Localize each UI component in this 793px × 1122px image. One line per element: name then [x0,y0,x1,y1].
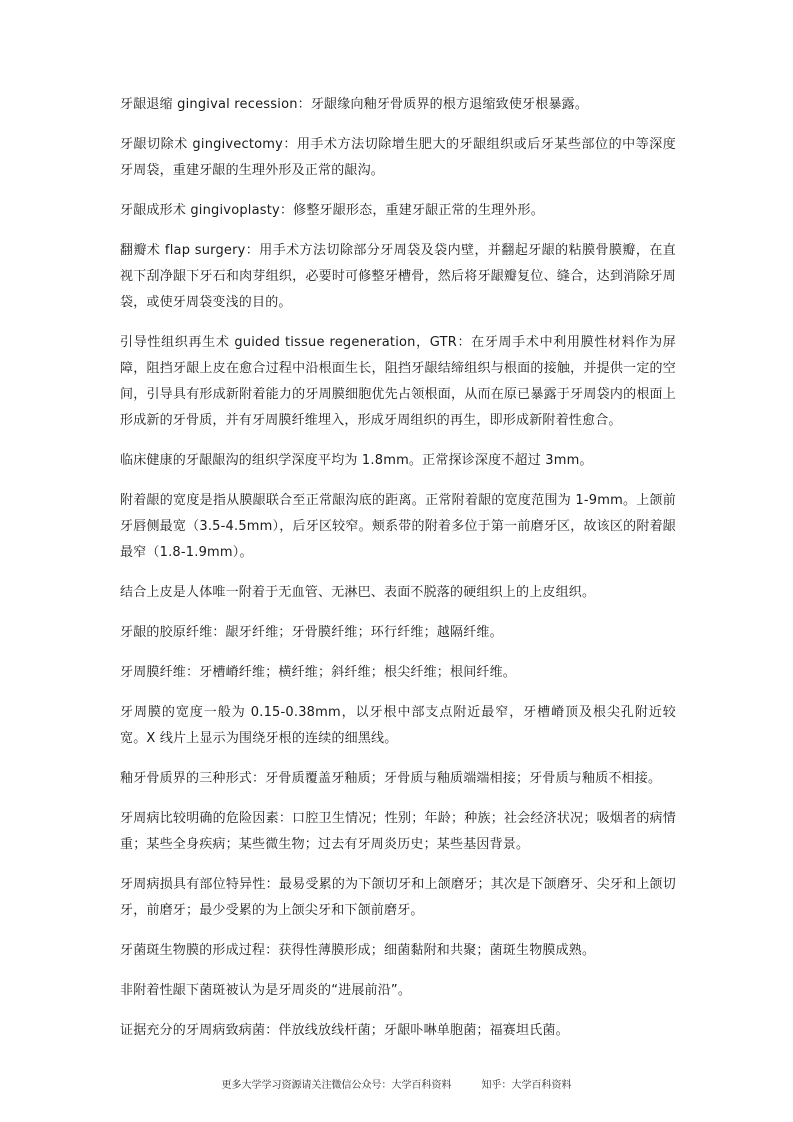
paragraph-risk-factors: 牙周病比较明确的危险因素：口腔卫生情况；性别；年龄；种族；社会经济状况；吸烟者的病情重；某些全身疾病；某些微生物；过去有牙周炎历史；某些基因背景。 [120,811,676,852]
paragraph-attached-gingiva: 附着龈的宽度是指从膜龈联合至正常龈沟底的距离。正常附着龈的宽度范围为 1-9mm。上颌前牙唇侧最宽（3.5-4.5mm），后牙区较窄。颊系带的附着多位于第一前磨牙区，故该区的附着龈最窄（1.8-1.9mm）。 [120,493,676,560]
paragraph-gingival-recession: 牙龈退缩 gingival recession：牙龈缘向釉牙骨质界的根方退缩致使牙根暴露。 [120,97,589,112]
paragraph-pdl-fibers: 牙周膜纤维：牙槽嵴纤维；横纤维；斜纤维；根尖纤维；根间纤维。 [120,665,517,680]
paragraph-pathogens: 证据充分的牙周病致病菌：伴放线放线杆菌；牙龈卟啉单胞菌；福赛坦氏菌。 [120,1023,569,1038]
paragraph-site-specificity: 牙周病损具有部位特异性：最易受累的为下颌切牙和上颌磨牙；其次是下颌磨牙、尖牙和上颌切牙，前磨牙；最少受累的为上颌尖牙和下颌前磨牙。 [120,877,676,918]
paragraph-advancing-front: 非附着性龈下菌斑被认为是牙周炎的“进展前沿”。 [120,983,412,998]
paragraph-sulcus-depth: 临床健康的牙龈龈沟的组织学深度平均为 1.8mm。正常探诊深度不超过 3mm。 [120,453,593,468]
document-body [120,92,676,1058]
paragraph-gingivectomy: 牙龈切除术 gingivectomy：用手术方法切除增生肥大的牙龈组织或后牙某些部位的中等深度牙周袋，重建牙龈的生理外形及正常的龈沟。 [120,137,676,178]
footer-wechat-note: 更多大学学习资源请关注微信公众号：大学百科资料 [221,1080,452,1091]
paragraph-pdl-width: 牙周膜的宽度一般为 0.15-0.38mm，以牙根中部支点附近最窄，牙槽嵴顶及根尖孔附近较宽。X 线片上显示为围绕牙根的连续的细黑线。 [120,705,676,746]
paragraph-gingival-fibers: 牙龈的胶原纤维：龈牙纤维；牙骨膜纤维；环行纤维；越隔纤维。 [120,625,503,640]
paragraph-gingivoplasty: 牙龈成形术 gingivoplasty：修整牙龈形态，重建牙龈正常的生理外形。 [120,203,544,218]
paragraph-flap-surgery: 翻瓣术 flap surgery：用手术方法切除部分牙周袋及袋内壁，并翻起牙龈的粘膜骨膜瓣，在直视下刮净龈下牙石和肉芽组织，必要时可修整牙槽骨，然后将牙龈瓣复位、缝合，达到消除牙周袋，或使牙周袋变浅的目的。 [120,243,676,310]
paragraph-gtr: 引导性组织再生术 guided tissue regeneration，GTR：在牙周手术中利用膜性材料作为屏障，阻挡牙龈上皮在愈合过程中沿根面生长，阻挡牙龈结缔组织与根面的接触，并提供一定的空间，引导具有形成新附着能力的牙周膜细胞优先占领根面，从而在原已暴露于牙周袋内的根面上形成新的牙骨质，并有牙周膜纤维埋入，形成牙周组织的再生，即形成新附着性愈合。 [120,335,676,428]
page-footer [0,1076,793,1091]
paragraph-biofilm-formation: 牙菌斑生物膜的形成过程：获得性薄膜形成；细菌黏附和共聚；菌斑生物膜成熟。 [120,943,596,958]
paragraph-cej-forms: 釉牙骨质界的三种形式：牙骨质覆盖牙釉质；牙骨质与釉质端端相接；牙骨质与釉质不相接。 [120,771,662,786]
footer-zhihu-note: 知乎：大学百科资料 [481,1080,572,1091]
paragraph-junctional-epithelium: 结合上皮是人体唯一附着于无血管、无淋巴、表面不脱落的硬组织上的上皮组织。 [120,585,596,600]
